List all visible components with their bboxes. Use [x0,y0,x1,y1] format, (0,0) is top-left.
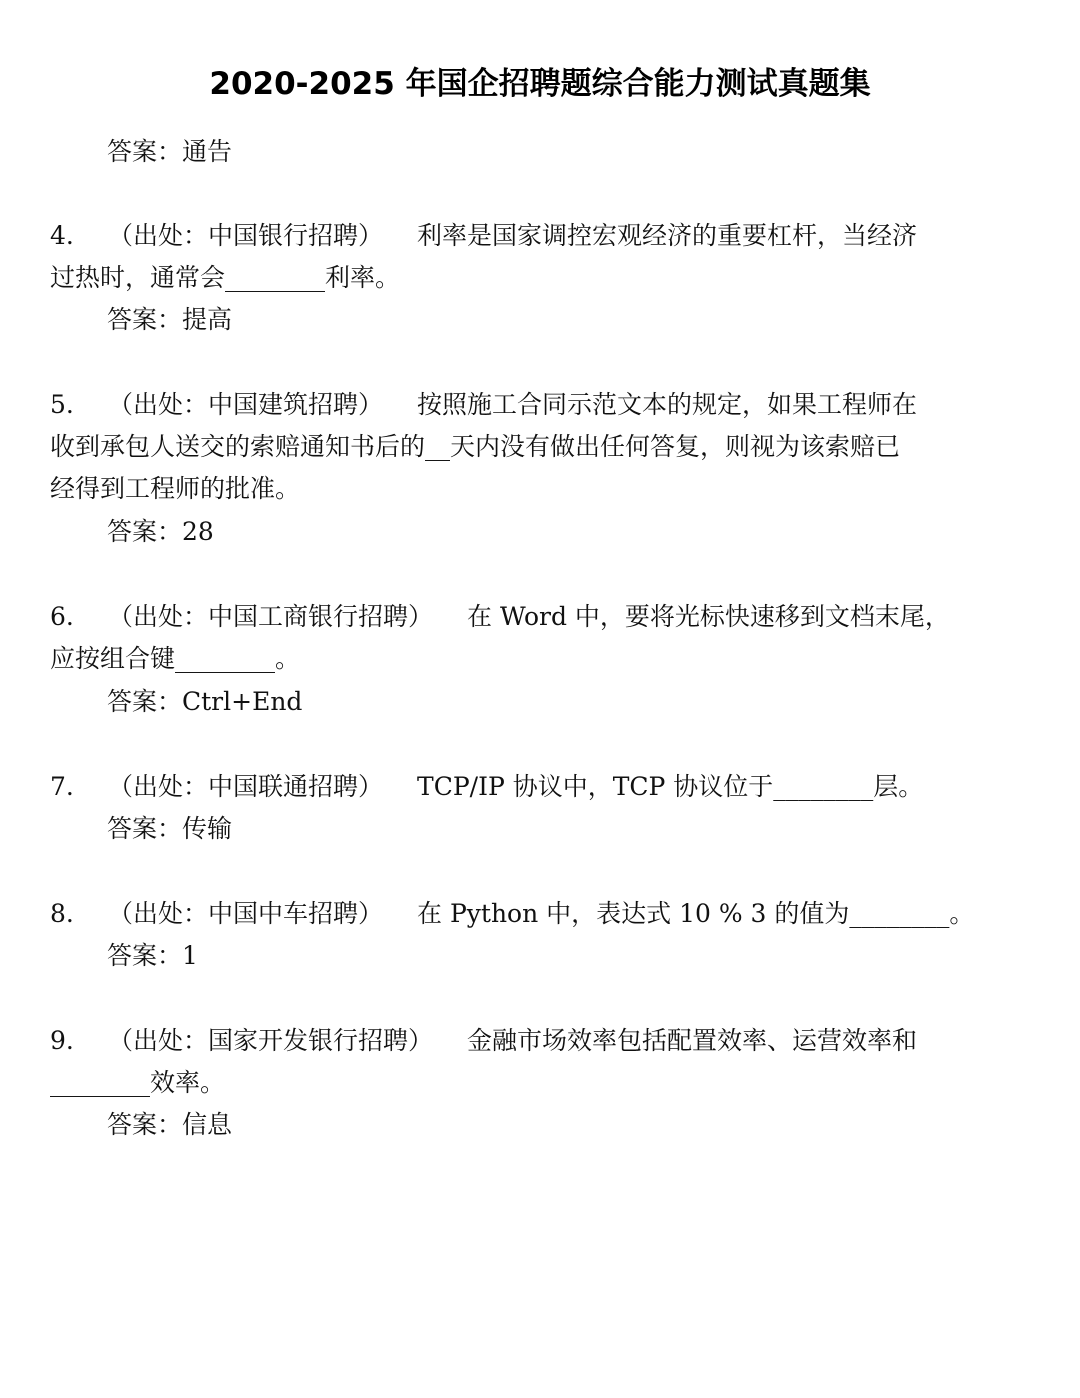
question-8-line-1 [50,894,974,934]
question-7-answer: 答案：传输 [107,814,233,843]
question-8-number: 8. [50,899,74,928]
question-8-answer: 答案：1 [107,941,198,970]
question-6-number: 6. [50,602,74,631]
question-5-number: 5. [50,390,74,419]
question-8-text-1: 在 Python 中，表达式 10 % 3 的值为________。 [417,899,975,928]
question-5-text-1: 按照施工合同示范文本的规定，如果工程师在 [417,390,918,419]
question-4-source: （出处：中国银行招聘） [108,221,384,250]
document-title: 2020-2025 年国企招聘题综合能力测试真题集 [209,66,871,102]
question-5-text-3: 经得到工程师的批准。 [50,474,301,503]
question-9-text-2: ________效率。 [50,1068,226,1097]
question-4-answer: 答案：提高 [107,305,233,334]
question-7-number: 7. [50,772,74,801]
question-5-source: （出处：中国建筑招聘） [108,390,384,419]
question-5-text-2: 收到承包人送交的索赔通知书后的__天内没有做出任何答复，则视为该索赔已 [50,432,901,461]
question-6-source: （出处：中国工商银行招聘） [108,602,434,631]
question-6-answer: 答案：Ctrl+End [107,687,303,716]
question-4-number: 4. [50,221,74,250]
question-4-line-1 [50,216,917,256]
question-4-text-2: 过热时，通常会________利率。 [50,263,401,292]
question-5-line-1 [50,385,917,425]
question-9-source: （出处：国家开发银行招聘） [108,1026,434,1055]
question-9-answer: 答案：信息 [107,1110,233,1139]
question-4-text-1: 利率是国家调控宏观经济的重要杠杆，当经济 [417,221,918,250]
question-7-line-1 [50,767,923,807]
question-9-line-1 [50,1021,917,1061]
question-8-source: （出处：中国中车招聘） [108,899,384,928]
answer-prev: 答案：通告 [107,137,233,166]
question-5-answer: 答案：28 [107,517,214,546]
question-7-source: （出处：中国联通招聘） [108,772,384,801]
question-7-text-1: TCP/IP 协议中，TCP 协议位于________层。 [417,772,924,801]
question-6-text-1: 在 Word 中，要将光标快速移到文档末尾， [467,602,950,631]
question-9-text-1: 金融市场效率包括配置效率、运营效率和 [467,1026,918,1055]
question-9-number: 9. [50,1026,74,1055]
question-6-text-2: 应按组合键________。 [50,644,301,673]
question-6-line-1 [50,597,950,637]
